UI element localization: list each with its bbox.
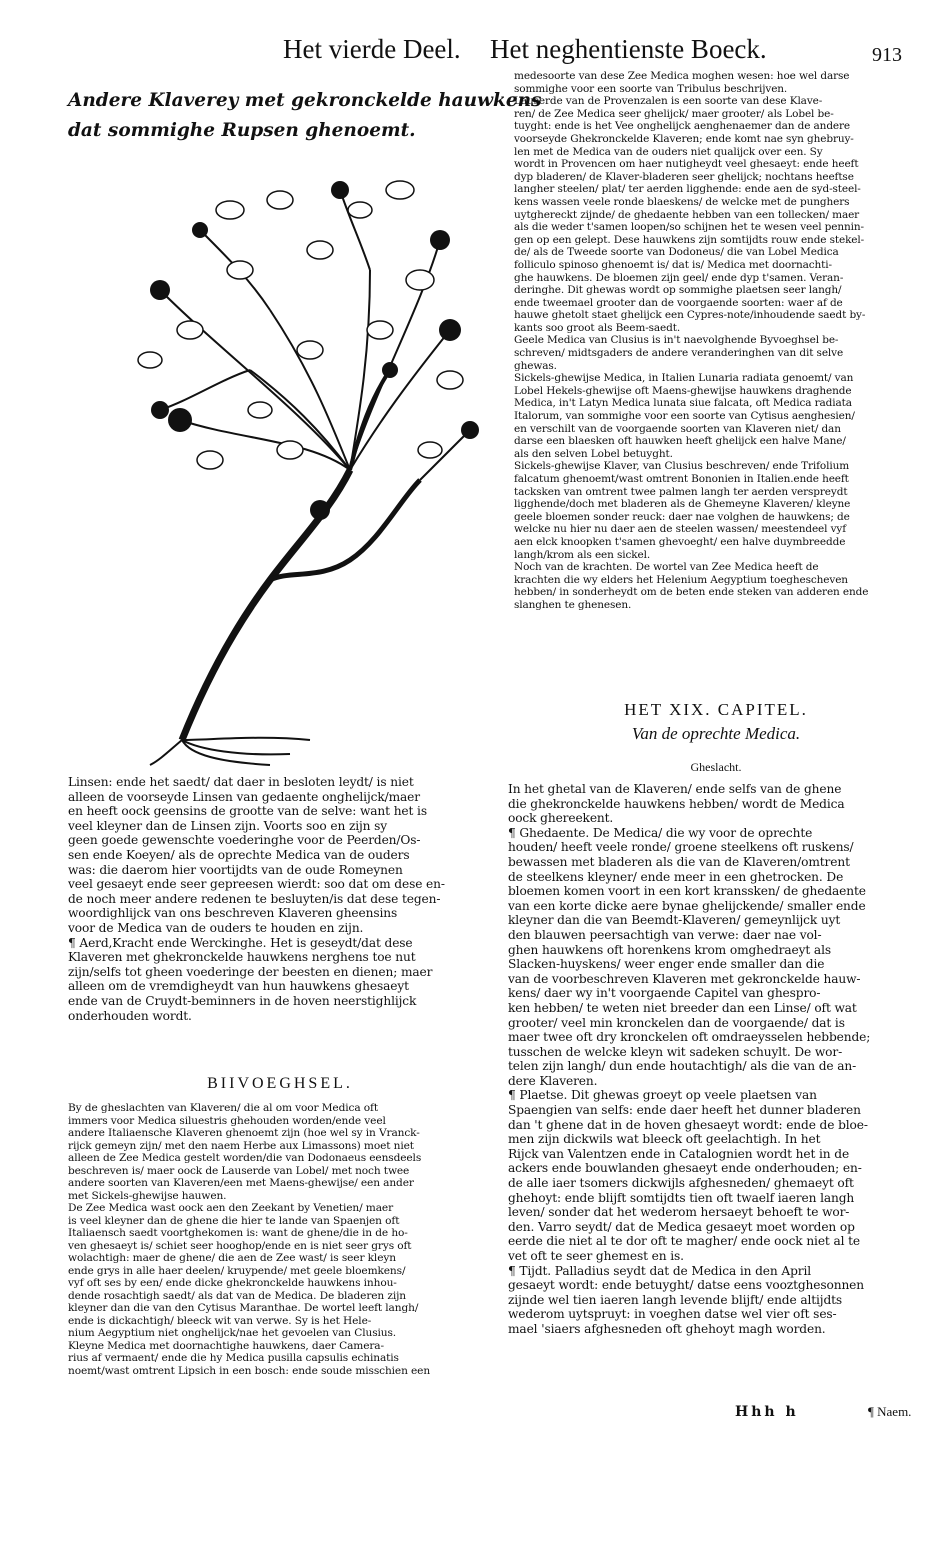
text-line: immers voor Medica siluestris ghehouden worden/ende veel	[68, 1114, 386, 1127]
text-line: folliculo spinoso ghenoemt is/ dat is/ Medica met doornachti-	[514, 258, 832, 271]
text-line: Rijck van Valentzen ende in Catalognien wordt het in de	[508, 1146, 850, 1161]
text-line: sommighe voor een soorte van Tribulus beschrijven.	[514, 82, 788, 95]
text-line: voorseyde Ghekronckelde Klaveren; ende komt nae syn ghebruy-	[514, 132, 854, 145]
signature-mark: Hhh h	[735, 1404, 799, 1420]
text-line: geele bloemen sonder reuck: daer nae volghen de hauwkens; de	[514, 510, 850, 523]
text-line: ren/ de Zee Medica seer ghelijck/ maer grooter/ als Lobel be-	[514, 107, 834, 120]
text-line: uytghereckt zijnde/ de ghedaente hebben van een tollecken/ maer	[514, 208, 860, 221]
text-line: veel gesaeyt ende seer gepreesen wierdt: soo dat om dese en-	[68, 877, 445, 892]
text-line: telen zijn langh/ dun ende houtachtigh/ als die van de an-	[508, 1059, 857, 1074]
text-line: ackers ende bouwlanden ghesaeyt ende onderhouden; en-	[508, 1161, 862, 1176]
text-line: kens/ daer wy in't voorgaende Capitel van ghespro-	[508, 986, 821, 1001]
text-line: grooter/ veel min kronckelen dan de voorgaende/ dat is	[508, 1015, 845, 1030]
text-line: medesoorte van dese Zee Medica moghen wesen: hoe wel darse	[514, 70, 850, 82]
supplement-heading: BIIVOEGHSEL.	[207, 1075, 353, 1092]
text-line: Spaengien van selfs: ende daer heeft het dunner bladeren	[508, 1103, 861, 1118]
text-line: falcatum ghenoemt/wast omtrent Bononien in Italien.ende heeft	[514, 473, 849, 485]
text-line: oock ghereekent.	[508, 811, 614, 826]
text-line: dere Klaveren.	[508, 1073, 598, 1088]
text-line: ¶ Aerd,Kracht ende Werckinghe. Het is geseydt/dat dese	[68, 935, 413, 950]
text-line: Geele Medica van Clusius is in't naevolghende Byvoeghsel be-	[514, 334, 839, 347]
text-line: met Sickels-ghewijse hauwen.	[68, 1189, 227, 1202]
text-line: die ghekronckelde hauwkens hebben/ wordt de Medica	[508, 796, 845, 811]
caption-line: dat sommighe Rupsen ghenoemt.	[68, 120, 416, 141]
text-line: ende is dickachtigh/ bleeck wit van verwe. Sy is het Hele-	[68, 1314, 372, 1327]
text-line: hebben/ in sonderheydt om de beten ende steken van adderen ende	[514, 586, 869, 599]
text-line: als den selven Lobel betuyght.	[514, 447, 673, 460]
text-line: bloemen komen voort in een kort kranssken/ de ghedaente	[508, 884, 866, 899]
text-line: en heeft oock geensins de grootte van de selve: want het is	[68, 804, 427, 819]
text-line: alleen om de vremdigheydt van hun hauwkens ghesaeyt	[68, 979, 409, 994]
text-line: hauwe ghetolt staet ghelijck een Cypres-note/inhoudende saedt by-	[514, 309, 866, 322]
text-line: slanghen te ghenesen.	[514, 598, 632, 611]
caption-line: Andere Klaverey met gekronckelde hauwkens	[68, 90, 542, 111]
text-line: rijck gemeyn zijn/ met den naem Herbe aux Limassons) moet niet	[68, 1139, 414, 1152]
page-number: 913	[872, 44, 902, 66]
text-line: mael 'siaers afghesneden oft ghehoyt magh worden.	[508, 1321, 826, 1336]
text-line: welcke nu hier nu daer aen de steelen wassen/ meestendeel vyf	[514, 523, 846, 536]
text-line: leven/ sonder dat het wederom hersaeyt behoeft te wor-	[508, 1205, 850, 1220]
text-line: ghe hauwkens. De bloemen zijn geel/ ende dyp t'samen. Veran-	[514, 271, 844, 284]
text-line: van een korte dicke aere bynae ghelijckende/ smaller ende	[508, 898, 866, 913]
text-line: wolachtigh: maer de ghene/ die aen de Zee wast/ is seer kleyn	[68, 1252, 396, 1264]
text-line: beschreven is/ maer oock de Lauserde van Lobel/ met noch twee	[68, 1164, 410, 1177]
text-line: gen op een gelept. Dese hauwkens zijn somtijdts rouw ende stekel-	[514, 233, 865, 246]
text-line: ghewas.	[514, 359, 557, 372]
text-line: de alle iaer tsomers dickwijls afghesneden/ ghemaeyt oft	[508, 1176, 854, 1191]
text-line: tusschen de welcke kleyn wit sadeken schuylt. De wor-	[508, 1044, 843, 1059]
text-line: andere Italiaensche Klaveren ghenoemt zijn (hoe wel sy in Vranck-	[68, 1127, 420, 1139]
text-line: kleyner dan die van den Cytisus Maranthae. De wortel leeft langh/	[68, 1302, 419, 1314]
text-line: en verschilt van de voorgaende soorten van Klaveren niet/ dan	[514, 422, 841, 435]
text-line: ¶ Ghedaente. De Medica/ die wy voor de oprechte	[508, 825, 813, 840]
text-line: dyp bladeren/ de Klaver-bladeren seer ghelijck; nochtans heeftse	[514, 170, 854, 183]
chapter-title: HET XIX. CAPITEL.	[624, 700, 808, 719]
illustration-caption	[68, 86, 542, 146]
text-line: sen ende Koeyen/ als de oprechte Medica van de ouders	[68, 847, 410, 862]
text-line: is veel kleyner dan de ghene die hier te lande van Spaenjen oft	[68, 1214, 400, 1227]
text-line: wederom uytspruyt: in voeghen datse wel vier oft ses-	[508, 1307, 837, 1322]
text-line: tacksken van omtrent twee palmen langh ter aerden verspreydt	[514, 485, 848, 498]
text-line: Medica, in't Latyn Medica lunata siue falcata, oft Medica radiata	[514, 397, 852, 410]
text-line: maer twee oft dry kronckelen oft omdraeysselen hebbende;	[508, 1030, 871, 1045]
text-line: rius af vermaent/ ende die hy Medica pusilla capsulis echinatis	[68, 1352, 399, 1364]
text-line: vyf oft ses by een/ ende dicke ghekronckelde hauwkens inhou-	[68, 1277, 397, 1289]
text-line: langher steelen/ plat/ ter aerden ligghende: ende aen de syd-steel-	[514, 183, 861, 196]
text-line: als die weder t'samen loopen/so schijnen het te wesen veel pennin-	[514, 221, 864, 234]
text-line: krachten die wy elders het Helenium Aegyptium toeghescheven	[514, 573, 848, 586]
text-line: Sickels-ghewijse Medica, in Italien Lunaria radiata genoemt/ van	[514, 372, 854, 385]
text-line: vet oft te seer ghemest en is.	[508, 1249, 684, 1263]
text-line: ken hebben/ te weten niet breeder dan een Linse/ oft wat	[508, 1000, 857, 1015]
text-line: By de gheslachten van Klaveren/ die al om voor Medica oft	[68, 1102, 378, 1114]
text-line: ligghende/doch met bladeren als de Ghemeyne Klaveren/ kleyne	[514, 498, 851, 511]
text-line: andere soorten van Klaveren/een met Maens-ghewijse/ een ander	[68, 1177, 414, 1189]
catchword: ¶ Naem.	[868, 1404, 912, 1419]
text-line: Linsen: ende het saedt/ dat daer in besloten leydt/ is niet	[68, 775, 414, 789]
section-heading: Gheslacht.	[690, 760, 742, 774]
text-line: ende van de Cruydt-beminners in de hoven neerstighlijck	[68, 993, 417, 1008]
text-line: deringhe. Dit ghewas wordt op sommighe plaetsen seer langh/	[514, 284, 842, 297]
text-line: Slacken-huyskens/ weer enger ende smaller dan die	[508, 957, 825, 972]
text-line: noemt/wast omtrent Lipsich in een bosch: ende soude misschien een	[68, 1364, 431, 1377]
text-line: schreven/ midtsgaders de andere veranderinghen van dit selve	[514, 347, 844, 360]
text-line: Lauserde van de Provenzalen is een soorte van dese Klave-	[514, 95, 823, 108]
left-column-lower-text	[68, 775, 492, 1023]
supplement-text	[68, 1102, 492, 1377]
right-column-lower-text	[508, 782, 920, 1337]
text-line: len met de Medica van de ouders niet qualijck over een. Sy	[514, 145, 823, 158]
text-line: kens wassen veele ronde blaeskens/ de welcke met de punghers	[514, 195, 850, 208]
text-line: de steelkens kleyner/ ende meer in een ghetrocken. De	[508, 869, 844, 884]
text-line: zijnde wel tien iaeren langh levende blijft/ ende altijdts	[508, 1292, 843, 1307]
text-line: geen goede gewenschte voederinghe voor de Peerden/Os-	[68, 833, 421, 848]
text-line: ende grys in alle haer deelen/ kruypende/ met geele bloemkens/	[68, 1264, 406, 1277]
text-line: alleen de Zee Medica gestelt worden/die van Dodonaeus eensdeels	[68, 1152, 422, 1164]
text-line: alleen de voorseyde Linsen van gedaente onghelijck/maer	[68, 789, 420, 804]
text-line: eerde die niet al te dor oft te magher/ ende oock niet al te	[508, 1234, 861, 1249]
text-line: Italiaensch saedt voortghekomen is: want de ghene/die in de ho-	[68, 1227, 408, 1239]
text-line: aen elck knoopken t'samen ghevoeght/ een halve duymbreedde	[514, 535, 846, 548]
plant-woodcut-illustration	[120, 150, 480, 770]
text-line: onderhouden wordt.	[68, 1008, 192, 1023]
text-line: De Zee Medica wast oock aen den Zeekant by Venetien/ maer	[68, 1202, 394, 1214]
text-line: nium Aegyptium niet onghelijck/nae het gevoelen van Clusius.	[68, 1327, 397, 1339]
text-line: zijn/selfs tot gheen voederinge der beesten en dienen; maer	[68, 964, 433, 979]
text-line: ven ghesaeyt is/ schiet seer hooghop/ende en is niet seer grys oft	[68, 1239, 412, 1252]
text-line: dende rosachtigh saedt/ als dat van de Medica. De bladeren zijn	[68, 1289, 406, 1302]
text-line: men zijn dickwils wat bleeck oft geelachtigh. In het	[508, 1132, 821, 1147]
text-line: In het ghetal van de Klaveren/ ende selfs van de ghene	[508, 782, 842, 796]
text-line: tuyght: ende is het Vee onghelijck aenghenaemer dan de andere	[514, 120, 851, 133]
text-line: Sickels-ghewijse Klaver, van Clusius beschreven/ ende Trifolium	[514, 460, 850, 473]
text-line: de/ als de Tweede soorte van Dodoneus/ die van Lobel Medica	[514, 246, 839, 259]
text-line: gesaeyt wordt: ende betuyght/ datse eens vooztghesonnen	[508, 1278, 865, 1293]
text-line: de noch meer andere redenen te besluyten/is dat dese tegen-	[68, 891, 441, 906]
text-line: ende tweemael grooter dan de voorgaende soorten: waer af de	[514, 296, 843, 309]
text-line: van de voorbeschreven Klaveren met gekronckelde hauw-	[508, 971, 861, 986]
text-line: langh/krom als een sickel.	[514, 548, 651, 561]
text-line: ghehoyt: ende blijft somtijdts tien oft twaelf iaeren langh	[508, 1190, 855, 1205]
text-line: ¶ Tijdt. Palladius seydt dat de Medica in den April	[508, 1263, 812, 1278]
text-line: dan 't ghene dat in de hoven ghesaeyt wordt: ende de bloe-	[508, 1117, 868, 1132]
right-column-upper-text	[514, 70, 918, 612]
text-line: Klaveren met ghekronckelde hauwkens nerghens toe nut	[68, 950, 416, 965]
text-line: wordt in Provencen om haer nutigheydt veel ghesaeyt: ende heeft	[514, 158, 859, 171]
chapter-subtitle: Van de oprechte Medica.	[631, 724, 801, 743]
running-head-book: Het neghentienste Boeck.	[490, 34, 767, 64]
text-line: ghen hauwkens oft horenkens krom omghedraeyt als	[508, 942, 831, 957]
text-line: kleyner dan die van Beemdt-Klaveren/ gemeynlijck uyt	[508, 913, 841, 928]
text-line: voor de Medica van de ouders te houden en zijn.	[68, 920, 364, 935]
text-line: ¶ Plaetse. Dit ghewas groeyt op veele plaetsen van	[508, 1088, 817, 1103]
text-line: bewassen met bladeren als die van de Klaveren/omtrent	[508, 854, 850, 869]
text-line: den. Varro seydt/ dat de Medica gesaeyt moet worden op	[508, 1219, 855, 1234]
text-line: was: die daerom hier voortijdts van de oude Romeynen	[68, 862, 403, 877]
text-line: houden/ heeft veele ronde/ groene steelkens oft ruskens/	[508, 840, 854, 855]
text-line: veel kleyner dan de Linsen zijn. Voorts soo en zijn sy	[68, 818, 388, 833]
text-line: woordighlijck van ons beschreven Klaveren gheensins	[68, 906, 398, 921]
text-line: Noch van de krachten. De wortel van Zee Medica heeft de	[514, 561, 819, 574]
running-head-part: Het vierde Deel.	[283, 34, 461, 64]
text-line: den blauwen peersachtigh van verwe: daer nae vol-	[508, 927, 822, 942]
text-line: kants soo groot als Beem-saedt.	[514, 321, 681, 334]
text-line: darse een blaesken oft hauwken heeft ghelijck een halve Mane/	[514, 435, 846, 448]
text-line: Italorum, van sommighe voor een soorte van Cytisus aenghesien/	[514, 410, 855, 423]
text-line: Kleyne Medica met doornachtighe hauwkens, daer Camera-	[68, 1339, 384, 1352]
text-line: Lobel Hekels-ghewijse oft Maens-ghewijse hauwkens draghende	[514, 384, 852, 397]
